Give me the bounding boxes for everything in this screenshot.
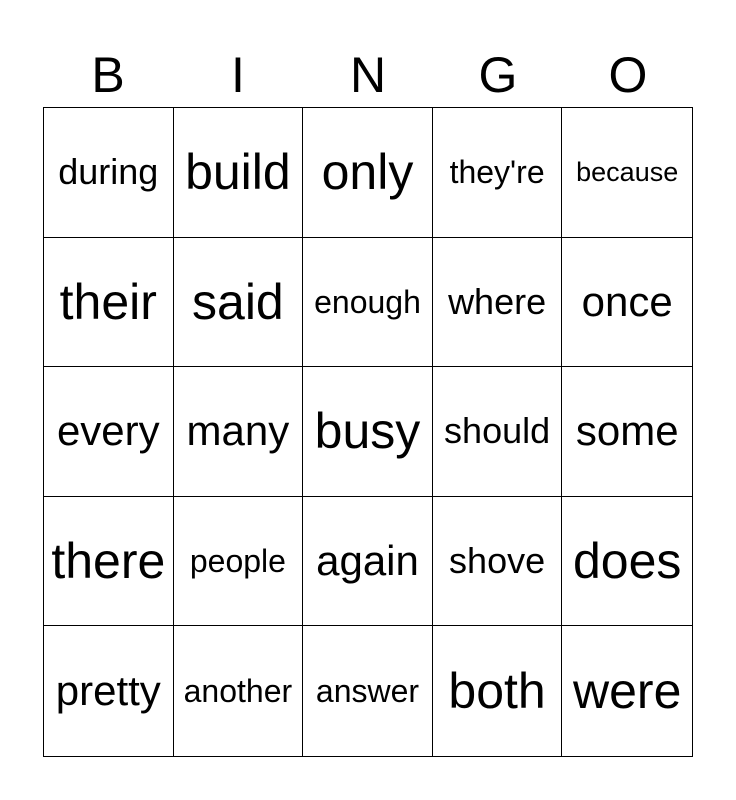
bingo-cell-r2c1[interactable]: their <box>44 238 174 368</box>
bingo-cell-r1c4[interactable]: they're <box>433 108 563 238</box>
bingo-cell-r5c2[interactable]: another <box>174 626 304 756</box>
bingo-cell-r1c2[interactable]: build <box>174 108 304 238</box>
bingo-cell-r3c4[interactable]: should <box>433 367 563 497</box>
header-letter-g: G <box>478 47 518 103</box>
bingo-cell-r1c5[interactable]: because <box>562 108 692 238</box>
bingo-cell-r4c5[interactable]: does <box>562 497 692 627</box>
bingo-header <box>43 44 693 106</box>
bingo-cell-r2c3[interactable]: enough <box>303 238 433 368</box>
bingo-board <box>43 107 693 757</box>
bingo-cell-r2c5[interactable]: once <box>562 238 692 368</box>
bingo-cell-r3c3[interactable]: busy <box>303 367 433 497</box>
bingo-cell-r3c2[interactable]: many <box>174 367 304 497</box>
bingo-cell-r5c4[interactable]: both <box>433 626 563 756</box>
bingo-cell-r3c5[interactable]: some <box>562 367 692 497</box>
header-letter-n: N <box>349 47 387 103</box>
bingo-cell-r4c2[interactable]: people <box>174 497 304 627</box>
bingo-cell-r5c5[interactable]: were <box>573 663 682 720</box>
bingo-cell-r3c1[interactable]: every <box>44 367 174 497</box>
header-letter-o: O <box>608 47 648 103</box>
header-letter-i: I <box>231 47 245 103</box>
bingo-cell-r5c1[interactable]: pretty <box>44 626 174 756</box>
bingo-cell-r4c4[interactable]: shove <box>433 497 563 627</box>
bingo-cell-r1c1[interactable]: during <box>44 108 174 238</box>
bingo-cell-r2c2[interactable]: said <box>174 238 304 368</box>
bingo-cell-r2c4[interactable]: where <box>433 238 563 368</box>
bingo-cell-r4c1[interactable]: there <box>44 497 174 627</box>
bingo-cell-r4c3[interactable]: again <box>303 497 433 627</box>
bingo-cell-r5c3[interactable]: answer <box>303 626 433 756</box>
bingo-cell-r1c3[interactable]: only <box>303 108 433 238</box>
header-letter-b: B <box>91 47 125 103</box>
